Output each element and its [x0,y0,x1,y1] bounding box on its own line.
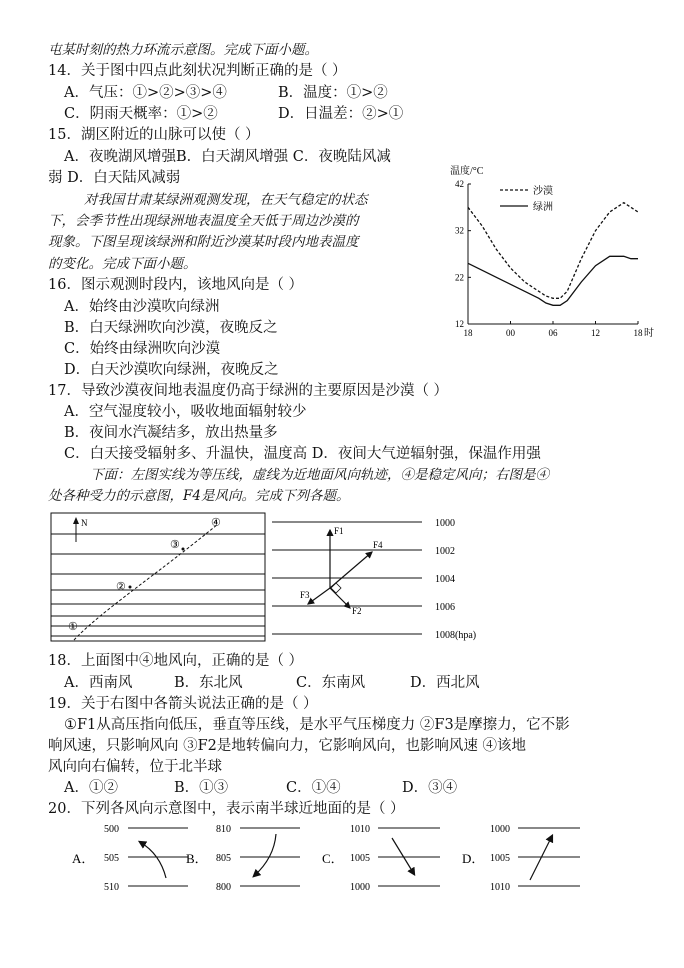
x-tick-label: 12 [591,328,600,338]
isobar-label-1006: 1006 [435,602,455,613]
text-line: A．西南风 [64,675,133,691]
text-line: D．③④ [402,780,458,796]
text-line: C．①④ [286,780,341,796]
text-line: D．西北风 [410,675,480,691]
text-line: A．空气湿度较小，吸收地面辐射较少 [64,404,307,420]
text-line: A．始终由沙漠吹向绿洲 [64,299,220,315]
y-tick-label: 42 [455,179,464,189]
text-line: 下面：左图实线为等压线，虚线为近地面风向轨迹，④是稳定风向；右图是④ [90,467,549,483]
q20-option-a-label: A． [72,851,95,866]
x-tick-label: 18 [463,328,473,338]
force-diagram [272,512,512,644]
label-f3: F3 [300,590,310,600]
label-f1: F1 [334,526,344,536]
chart-legend [500,184,553,213]
q20-c-top: 1010 [350,824,370,835]
q20-d-arrow [530,836,552,880]
text-line: 18．上面图中④地风向，正确的是（ ） [48,653,304,669]
text-line: ①F1从高压指向低压，垂直等压线，是水平气压梯度力 ②F3是摩擦力，它不影 [64,717,570,733]
isobar-label-1004: 1004 [435,574,455,585]
isobar-label-1002: 1002 [435,546,455,557]
chart-ylabel: 温度/°C [450,166,484,177]
q20-option-c-label: C． [322,851,344,866]
isobar-label-1000: 1000 [435,518,455,529]
q20-d-top: 1000 [490,824,510,835]
point-2: ② [116,581,126,593]
isobar-lines-right [272,522,422,634]
q20-options [60,818,600,898]
isobar-wind-figure [50,512,268,644]
q20-option-b-label: B． [186,851,208,866]
right-angle-mark [331,583,341,593]
q20-c-arrow [392,838,414,874]
q20-a-arrow [140,842,166,878]
q20-d-mid: 1005 [490,853,510,864]
text-line: 15．湖区附近的山脉可以使（ ） [48,127,260,143]
x-tick-label: 18 [633,328,643,338]
text-line: C．白天接受辐射多、升温快，温度高 D．夜间大气逆辐射强，保温作用强 [64,446,541,462]
temperature-chart [440,160,660,345]
text-line: A．夜晚湖风增强B．白天湖风增强 C．夜晚陆风减 [64,149,391,165]
q20-b-arrow [254,834,276,876]
label-f4: F4 [373,540,383,550]
isobar-lines [51,534,265,636]
q20-a-mid: 505 [104,853,119,864]
text-line: 处各种受力的示意图，F4是风向。完成下列各题。 [48,488,350,504]
arrow-f2 [330,588,350,608]
legend-label-desert: 沙漠 [533,186,553,197]
y-tick-label: 12 [455,319,464,329]
series-line-0 [468,203,638,299]
text-line: 弱 D．白天陆风减弱 [48,170,181,186]
y-tick-label: 32 [455,225,464,236]
x-unit-label: 时 [644,328,654,339]
wind-track [74,524,218,640]
q20-b-top: 810 [216,824,231,835]
text-line: B．①③ [174,780,229,796]
q20-c-bot: 1000 [350,882,370,893]
text-line: A．①② [64,780,118,796]
north-arrow-icon [73,517,79,542]
text-line: 17．导致沙漠夜间地表温度仍高于绿洲的主要原因是沙漠（ ） [48,383,449,399]
text-line: B．夜间水汽凝结多，放出热量多 [64,425,278,441]
point-3: ③ [170,539,180,551]
text-line: 的变化。完成下面小题。 [48,256,197,272]
isobar-label-1008: 1008(hpa) [435,630,477,641]
text-line: 下，会季节性出现绿洲地表温度全天低于周边沙漠的 [48,213,359,229]
q20-c-mid: 1005 [350,853,370,864]
figure-frame [51,513,265,641]
text-line: B．温度：①>② [278,85,388,101]
chart-series [468,203,638,306]
text-line: 现象。下图呈现该绿洲和附近沙漠某时段内地表温度 [48,234,359,250]
x-tick-label: 06 [548,328,558,338]
point-1: ① [68,621,78,633]
text-line: 风向向右偏转，位于北半球 [48,759,222,775]
text-line: C．东南风 [296,675,366,691]
text-line: C．阴雨天概率：①>② [64,106,218,122]
text-line: 19．关于右图中各箭头说法正确的是（ ） [48,696,318,712]
text-line: D．白天沙漠吹向绿洲，夜晚反之 [64,362,279,378]
arrow-f3 [308,588,330,604]
text-line: B．白天绿洲吹向沙漠，夜晚反之 [64,320,278,336]
q20-b-bot: 800 [216,882,231,893]
text-line: 对我国甘肃某绿洲观测发现，在天气稳定的状态 [84,192,368,208]
q20-a-top: 500 [104,824,119,835]
q20-option-d-label: D． [462,851,485,866]
x-tick-label: 00 [506,328,515,338]
label-f2: F2 [352,606,362,616]
text-line: 14．关于图中四点此刻状况判断正确的是（ ） [48,63,347,79]
text-line: 响风速，只影响风向 ③F2是地转偏向力，它影响风向，也影响风速 ④该地 [48,738,527,754]
text-line: 屯某时刻的热力环流示意图。完成下面小题。 [48,42,318,58]
text-line: C．始终由绿洲吹向沙漠 [64,341,221,357]
text-line: D．日温差：②>① [278,106,404,122]
arrow-f4 [330,552,372,588]
text-line: 16．图示观测时段内，该地风向是（ ） [48,277,304,293]
text-line: B．东北风 [174,675,243,691]
text-line: 20．下列各风向示意图中，表示南半球近地面的是（ ） [48,801,405,817]
y-tick-label: 22 [455,272,464,283]
point-4: ④ [211,517,221,529]
q20-d-bot: 1010 [490,882,510,893]
q20-a-bot: 510 [104,882,119,893]
text-line: A．气压：①>②>③>④ [64,85,227,101]
north-label: N [81,518,88,528]
q20-b-mid: 805 [216,853,231,864]
legend-label-oasis: 绿洲 [533,202,553,213]
